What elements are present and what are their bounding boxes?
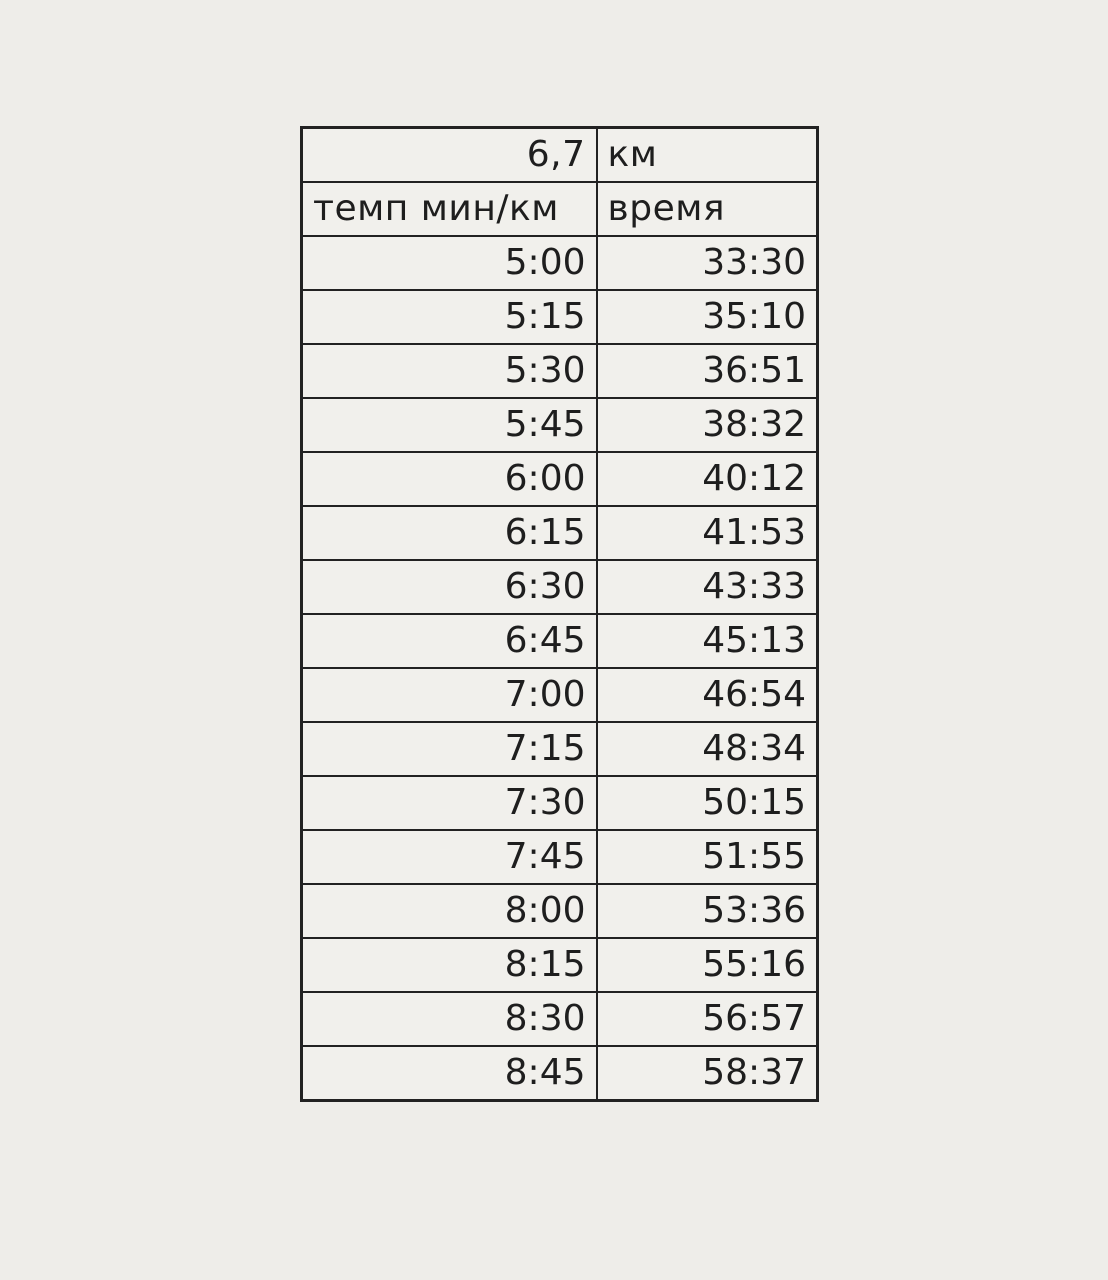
time-cell: 40:12 bbox=[597, 452, 818, 506]
time-cell: 36:51 bbox=[597, 344, 818, 398]
pace-cell: 8:15 bbox=[302, 938, 597, 992]
table-row bbox=[302, 236, 818, 290]
header-row bbox=[302, 182, 818, 236]
time-cell: 41:53 bbox=[597, 506, 818, 560]
pace-cell: 6:15 bbox=[302, 506, 597, 560]
time-cell: 43:33 bbox=[597, 560, 818, 614]
pace-column-header: темп мин/км bbox=[302, 182, 597, 236]
time-cell: 33:30 bbox=[597, 236, 818, 290]
table-row bbox=[302, 722, 818, 776]
pace-cell: 5:30 bbox=[302, 344, 597, 398]
table-row bbox=[302, 344, 818, 398]
table-row bbox=[302, 290, 818, 344]
table-row bbox=[302, 992, 818, 1046]
pace-cell: 8:45 bbox=[302, 1046, 597, 1101]
table-row bbox=[302, 1046, 818, 1101]
table-row bbox=[302, 938, 818, 992]
pace-cell: 8:00 bbox=[302, 884, 597, 938]
pace-cell: 7:15 bbox=[302, 722, 597, 776]
distance-row bbox=[302, 128, 818, 183]
time-cell: 53:36 bbox=[597, 884, 818, 938]
table-row bbox=[302, 452, 818, 506]
time-cell: 58:37 bbox=[597, 1046, 818, 1101]
pace-cell: 7:00 bbox=[302, 668, 597, 722]
table-row bbox=[302, 776, 818, 830]
time-cell: 50:15 bbox=[597, 776, 818, 830]
table-row bbox=[302, 560, 818, 614]
time-cell: 45:13 bbox=[597, 614, 818, 668]
pace-cell: 6:45 bbox=[302, 614, 597, 668]
table-row bbox=[302, 830, 818, 884]
pace-cell: 5:15 bbox=[302, 290, 597, 344]
time-cell: 48:34 bbox=[597, 722, 818, 776]
time-cell: 46:54 bbox=[597, 668, 818, 722]
time-column-header: время bbox=[597, 182, 818, 236]
time-cell: 56:57 bbox=[597, 992, 818, 1046]
pace-cell: 7:30 bbox=[302, 776, 597, 830]
distance-unit: км bbox=[597, 128, 818, 183]
pace-cell: 6:30 bbox=[302, 560, 597, 614]
pace-cell: 6:00 bbox=[302, 452, 597, 506]
table-row bbox=[302, 668, 818, 722]
pace-cell: 5:00 bbox=[302, 236, 597, 290]
pace-cell: 7:45 bbox=[302, 830, 597, 884]
time-cell: 35:10 bbox=[597, 290, 818, 344]
time-cell: 51:55 bbox=[597, 830, 818, 884]
pace-time-table bbox=[300, 126, 819, 1102]
time-cell: 55:16 bbox=[597, 938, 818, 992]
table-row bbox=[302, 614, 818, 668]
time-cell: 38:32 bbox=[597, 398, 818, 452]
distance-value: 6,7 bbox=[302, 128, 597, 183]
table-row bbox=[302, 398, 818, 452]
table-row bbox=[302, 506, 818, 560]
table-row bbox=[302, 884, 818, 938]
pace-cell: 5:45 bbox=[302, 398, 597, 452]
pace-cell: 8:30 bbox=[302, 992, 597, 1046]
